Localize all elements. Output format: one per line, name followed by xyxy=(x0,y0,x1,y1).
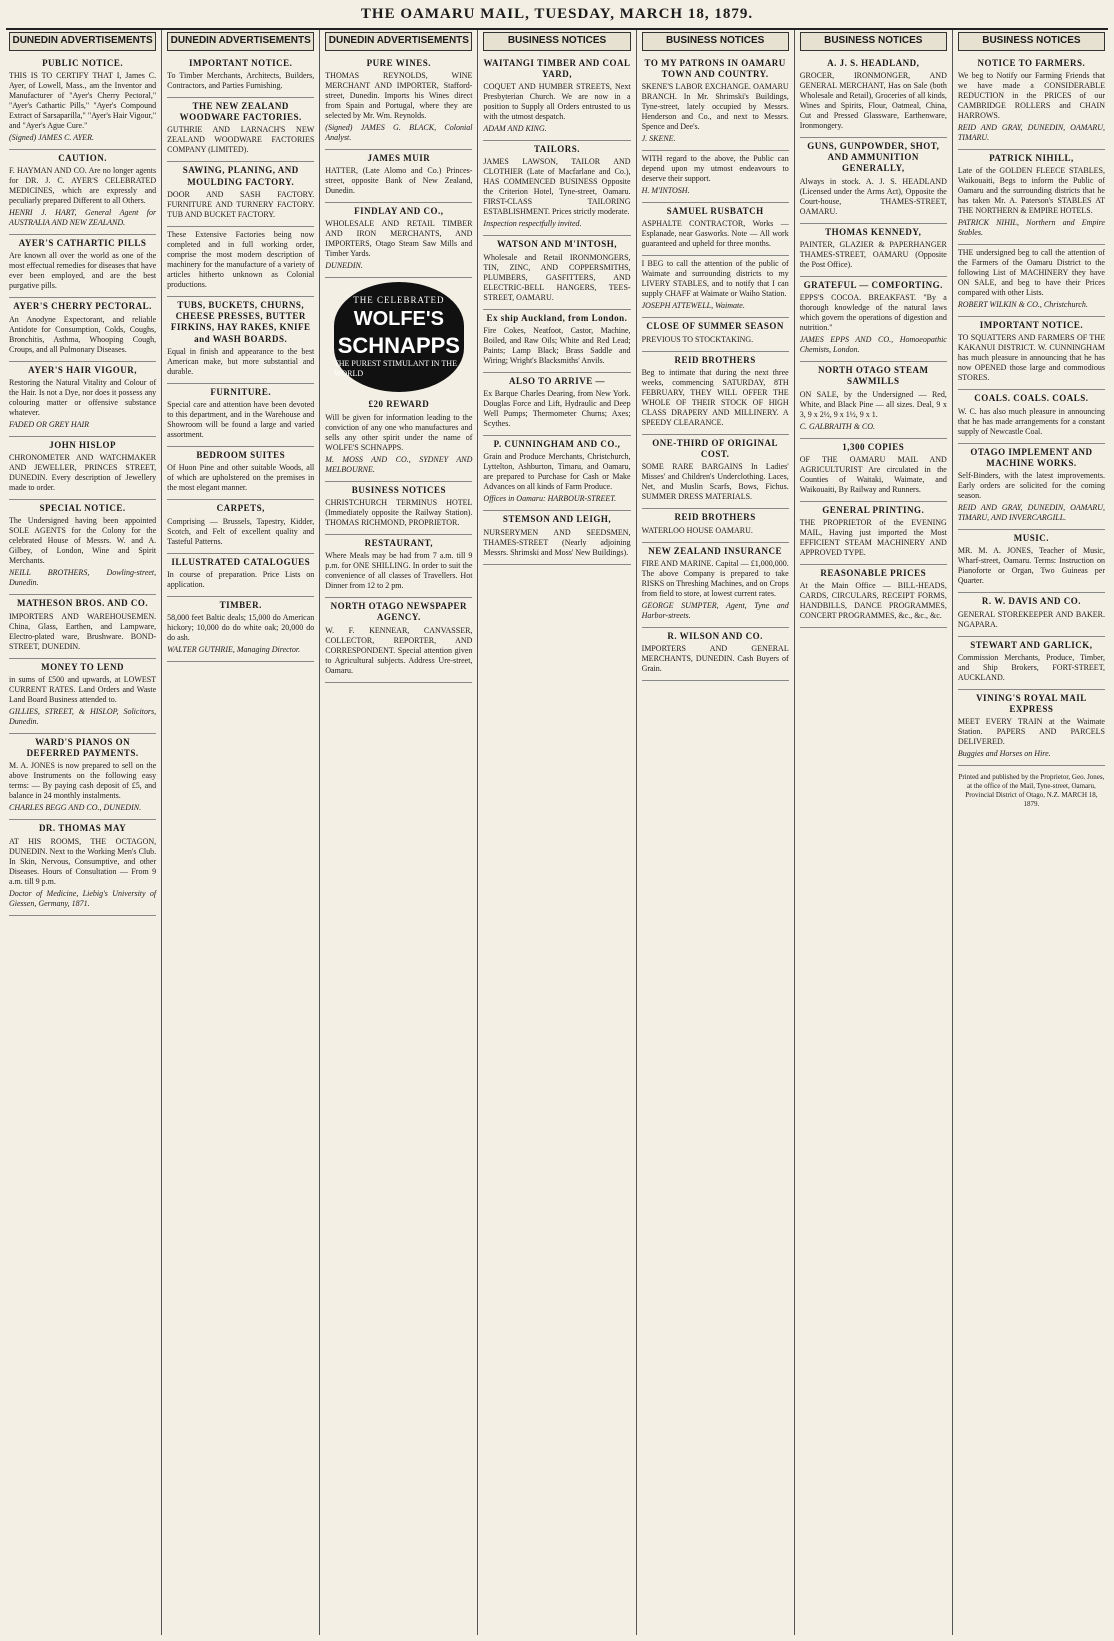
ad-title: REID BROTHERS xyxy=(674,512,756,523)
advertisement xyxy=(483,310,630,373)
advertisement xyxy=(958,245,1105,317)
ad-body: ASPHALTE CONTRACTOR, Works — Esplanade, near Gasworks. Note — All work guaranteed and upheld for three months. xyxy=(641,219,789,249)
ad-title: £20 REWARD xyxy=(368,399,430,410)
advertisement xyxy=(800,439,947,502)
advertisement xyxy=(800,138,947,224)
ad-title: Ex ship Auckland, from London. xyxy=(486,312,628,323)
ad-signature: J. SKENE. xyxy=(641,134,676,143)
ad-body: In course of preparation. Price Lists on application. xyxy=(167,569,315,589)
column-header: BUSINESS NOTICES xyxy=(642,32,789,51)
ad-signature: JOSEPH ATTEWELL, Waimate. xyxy=(641,301,745,311)
advertisement xyxy=(167,597,314,662)
ad-title: ALSO TO ARRIVE — xyxy=(509,375,605,386)
ad-body: Late of the GOLDEN FLEECE STABLES, Waikouaiti, Begs to inform the Public of Oamaru and the surrounding districts that he has taken Mr. A. Paterson's STABLES AT THE NORTHERN & EMPIRE HOTELS. xyxy=(957,166,1105,215)
ad-title: SAMUEL RUSBATCH xyxy=(666,206,764,216)
ad-body: Of Huon Pine and other suitable Woods, all of which are upholstered on the premises in the most elegant manner. xyxy=(167,463,315,493)
advertisement xyxy=(167,98,314,163)
ad-body: WHOLESALE AND RETAIL TIMBER AND IRON MERCHANTS, AND IMPORTERS, Otago Steam Saw Mills and Timber Yards. xyxy=(325,219,473,259)
ad-signature: WALTER GUTHRIE, Managing Director. xyxy=(167,645,301,654)
ad-title: TAILORS. xyxy=(533,144,581,154)
ad-body: Fire Cokes, Neatfoot, Castor, Machine, Boiled, and Raw Oils; White and Red Lead; Paints; Lamp Black; Brass Saddle and Wiring; Wright's Blacksmiths' Anvils. xyxy=(483,325,631,365)
ad-body: Always in stock. A. J. S. HEADLAND (Licensed under the Arms Act), Opposite the Court-house, THAMES-STREET, OAMARU. xyxy=(799,176,947,216)
ad-signature: GILLIES, STREET, & HISLOP, Solicitors, Dunedin. xyxy=(9,706,157,726)
ad-signature: DUNEDIN. xyxy=(325,261,363,271)
ad-body: SKENE'S LABOR EXCHANGE. OAMARU BRANCH. In Mr. Shrimski's Buildings, Tyne-street, lately occupied by Messrs. Henderson and Co., and next to Messrs. Spence and Dee's. xyxy=(641,82,789,131)
newspaper-page xyxy=(4,30,1110,1635)
ad-body: AT HIS ROOMS, THE OCTAGON, DUNEDIN. Next to the Working Men's Club. In Skin, Nervous, Consumptive, and other Diseases. Hours of Consultation — From 9 a.m. till 9 p.m. xyxy=(9,836,157,886)
ad-body: IMPORTERS AND GENERAL MERCHANTS, DUNEDIN. Cash Buyers of Grain. xyxy=(641,644,789,673)
ad-body: Comprising — Brussels, Tapestry, Kidder, Scotch, and Felt of excellent quality and Tasteful Patterns. xyxy=(167,516,315,546)
ad-body: Are known all over the world as one of the most effectual remedies for diseases that have ever been employed, and are the best purgative pills. xyxy=(9,251,157,291)
ad-body: WITH regard to the above, the Public can depend upon my utmost endeavours to deserve their support. xyxy=(641,154,789,183)
column-header: DUNEDIN ADVERTISEMENTS xyxy=(325,32,472,51)
ad-title: NORTH OTAGO STEAM SAWMILLS xyxy=(818,365,929,387)
wolfe-schnapps-logo xyxy=(334,282,464,392)
ad-body: CHRONOMETER AND WATCHMAKER AND JEWELLER, PRINCES STREET, DUNEDIN. Every description of Jewellery made to order. xyxy=(9,453,157,492)
advertisement xyxy=(9,820,156,915)
ad-body: MR. M. A. JONES, Teacher of Music, Wharf-street, Oamaru. Terms: Instruction on Pianoforte or Organ, Two Guineas per Quarter. xyxy=(957,546,1105,586)
ad-body: CHRISTCHURCH TERMINUS HOTEL (Immediately opposite the Railway Station). THOMAS RICHMOND, PROPRIETOR. xyxy=(325,497,473,527)
ad-body: Ex Barque Charles Dearing, from New York. Douglas Force and Lift, Hydraulic and Deep Well Pumps; Thermometer Churns; Axes; Scythes. xyxy=(483,389,631,428)
ad-title: COALS. COALS. COALS. xyxy=(974,393,1089,404)
ad-body: GROCER, IRONMONGER, AND GENERAL MERCHANT, Has on Sale (both Wholesale and Retail), Groceries of all kinds, Wines and Spirits, Flour, Oatmeal, China, Cut and Pressed Glassware, Earthenware, Ironmongery. xyxy=(799,70,947,130)
advertisement xyxy=(483,236,630,309)
ad-signature: C. GALBRAITH & CO. xyxy=(799,421,876,431)
ad-title: AYER'S CHERRY PECTORAL. xyxy=(13,301,152,312)
ad-title: CAUTION. xyxy=(58,152,107,163)
ad-signature: ROBERT WILKIN & CO., Christchurch. xyxy=(957,300,1088,309)
ad-title: GUNS, GUNPOWDER, SHOT, AND AMMUNITION GENERALLY, xyxy=(807,140,940,174)
advertisement xyxy=(642,435,789,510)
column-header: BUSINESS NOTICES xyxy=(800,32,947,51)
ad-title: MUSIC. xyxy=(1013,533,1050,543)
ad-title: NOTICE TO FARMERS. xyxy=(977,57,1086,68)
ad-body: To Timber Merchants, Architects, Builders, Contractors, and Parties Furnishing. xyxy=(167,70,315,90)
advertisement xyxy=(9,437,156,500)
logo-text: SCHNAPPS xyxy=(337,332,460,358)
logo-text: THE PUREST STIMULANT IN THE WORLD xyxy=(333,359,457,379)
ad-signature: Doctor of Medicine, Liebig's University of Giessen, Germany, 1871. xyxy=(9,888,157,908)
ad-title: AYER'S HAIR VIGOUR, xyxy=(28,364,137,375)
advertisement xyxy=(167,554,314,597)
masthead xyxy=(6,0,1108,30)
ad-signature: FADED OR GREY HAIR xyxy=(9,419,90,429)
ad-title: TUBS, BUCKETS, CHURNS, CHEESE PRESSES, BUTTER FIRKINS, HAY RAKES, KNIFE and WASH BOARDS. xyxy=(170,299,311,344)
ad-body: GENERAL STOREKEEPER AND BAKER. NGAPARA. xyxy=(957,609,1105,629)
ad-body: THE undersigned beg to call the attention of the Farmers of the Oamaru District to the following List of MACHINERY they have ON SALE, and beg to have their Prices compared with other Lists. xyxy=(957,248,1105,297)
ad-body: Commission Merchants, Produce, Timber, and Ship Brokers, FORT-STREET, AUCKLAND. xyxy=(957,652,1105,682)
ad-title: IMPORTANT NOTICE. xyxy=(979,320,1084,330)
advertisement xyxy=(642,628,789,681)
advertisement xyxy=(958,637,1105,690)
ad-title: PUBLIC NOTICE. xyxy=(42,57,124,68)
ad-title: JAMES MUIR xyxy=(367,152,431,163)
ad-body: Beg to intimate that during the next three weeks, commencing SATURDAY, 8TH FEBRUARY, THEY WILL OFFER THE WHOLE OF THEIR STOCK OF HIGH CLASS DRAPERY AND MILLINERY. A SPEEDY CLEARANCE. xyxy=(641,367,789,427)
ad-signature: Offices in Oamaru: HARBOUR-STREET. xyxy=(483,494,617,504)
ad-body: THOMAS REYNOLDS, WINE MERCHANT AND IMPORTER, Stafford-street, Dunedin. Imports his Wines direct from Spain and Portugal, where they are selected by Mr. Wm. Reynolds. xyxy=(325,70,473,120)
ad-body: ON SALE, by the Undersigned — Red, White, and Black Pine — all sizes. Deal, 9 x 3, 9 x 2½, 9 x 1½, 9 x 1. xyxy=(799,389,947,419)
ad-title: WATSON AND M'INTOSH, xyxy=(497,239,617,250)
advertisement xyxy=(800,565,947,628)
column-header: BUSINESS NOTICES xyxy=(483,32,630,51)
advertisement xyxy=(642,318,789,351)
ad-signature: H. M'INTOSH. xyxy=(641,186,690,195)
ad-body: GUTHRIE AND LARNACH'S NEW ZEALAND WOODWARE FACTORIES COMPANY (LIMITED). xyxy=(167,125,315,155)
imprint: Printed and published by the Proprietor, Geo. Jones, at the office of the Mail, Tyne-street, Oamaru, Provincial District of Otago, N.Z. MARCH 18, 1879. xyxy=(958,773,1105,808)
ad-body: Grain and Produce Merchants, Christchurch, Lyttelton, Ashburton, Timaru, and Oamaru, are prepared to Purchase for Cash or Make Advances on all kinds of Farm Produce. xyxy=(483,452,631,492)
advertisement xyxy=(325,150,472,203)
ad-signature: ADAM AND KING. xyxy=(483,124,547,133)
advertisement xyxy=(325,535,472,598)
column-3 xyxy=(320,30,478,1635)
ad-body: OF THE OAMARU MAIL AND AGRICULTURIST Are circulated in the Counties of Waitaki, Waimate, and Waikouaiti, By Railway and Runners. xyxy=(799,454,947,494)
advertisement xyxy=(167,384,314,447)
advertisement xyxy=(642,256,789,318)
advertisement xyxy=(958,150,1105,245)
ad-signature: (Signed) JAMES C. AYER. xyxy=(9,132,94,142)
ad-signature: PATRICK NIHIL, Northern and Empire Stables. xyxy=(957,218,1105,237)
column-4 xyxy=(478,30,636,1635)
ad-title: A. J. S. HEADLAND, xyxy=(827,57,920,68)
ad-body: SOME RARE BARGAINS In Ladies' Misses' and Children's Underclothing. Laces, Net, and Muslin Scarfs, Bows, Fichus. SUMMER DRESS MATERIALS. xyxy=(641,462,789,502)
ad-body: COQUET AND HUMBER STREETS, Next Presbyterian Church. We are now in a position to Supply all Orders entrusted to us with the utmost despatch. xyxy=(483,82,631,121)
advertisement xyxy=(958,390,1105,443)
advertisement xyxy=(167,297,314,384)
ad-title: CLOSE OF SUMMER SEASON xyxy=(646,321,784,332)
ad-title: JOHN HISLOP xyxy=(49,439,116,450)
ad-body: Restoring the Natural Vitality and Colour of the Hair. Is not a Dye, nor does it possess any colouring matter or offensive substance whatever. xyxy=(9,377,157,417)
advertisement xyxy=(9,150,156,235)
ad-signature: M. MOSS AND CO., SYDNEY AND MELBOURNE. xyxy=(325,454,473,474)
masthead-title: THE OAMARU MAIL, TUESDAY, MARCH 18, 1879. xyxy=(360,5,754,22)
ad-title: DR. THOMAS MAY xyxy=(38,823,127,834)
advertisement xyxy=(642,543,789,628)
ad-body: THE PROPRIETOR of the EVENING MAIL, Having just imported the Most EFFICIENT STEAM MACHINERY AND APPROVED TYPE. xyxy=(799,518,947,557)
ad-title: BEDROOM SUITES xyxy=(196,450,286,460)
ad-title: PURE WINES. xyxy=(366,57,432,68)
column-7 xyxy=(953,30,1110,1635)
ad-body: MEET EVERY TRAIN at the Waimate Station. PAPERS AND PARCELS DELIVERED. xyxy=(957,717,1105,747)
ad-title: SPECIAL NOTICE. xyxy=(39,503,126,513)
advertisement xyxy=(325,55,472,150)
ad-title: ILLUSTRATED CATALOGUES xyxy=(171,556,311,567)
ad-title: MONEY TO LEND xyxy=(41,661,124,672)
ad-signature: Buggies and Horses on Hire. xyxy=(957,749,1051,759)
ad-title: NEW ZEALAND INSURANCE xyxy=(648,545,783,556)
ad-title: VINING'S ROYAL MAIL EXPRESS xyxy=(976,692,1087,714)
advertisement xyxy=(642,55,789,152)
ad-title: WAITANGI TIMBER AND COAL YARD, xyxy=(483,57,631,79)
advertisement xyxy=(800,55,947,138)
advertisement xyxy=(325,203,472,278)
ad-body: At the Main Office — BILL-HEADS, CARDS, CIRCULARS, RECEIPT FORMS, HANDBILLS, DANCE PROGRAMMES, CONCERT PROGRAMMES, &c., &c., &c. xyxy=(799,581,947,621)
logo-text: WOLFE'S xyxy=(353,307,444,330)
advertisement xyxy=(642,352,789,435)
advertisement xyxy=(9,734,156,821)
ad-title: STEMSON AND LEIGH, xyxy=(502,514,612,525)
advertisement xyxy=(9,500,156,595)
ad-body: Special care and attention have been devoted to this department, and in the Warehouse and Showroom will be found a large and varied assortment. xyxy=(167,400,315,439)
ad-body: TO SQUATTERS AND FARMERS OF THE KAKANUI DISTRICT. W. CUNNINGHAM has much pleasure in announcing that he has now OPENED those large and commodious STORES. xyxy=(957,333,1105,383)
column-5 xyxy=(637,30,795,1635)
advertisement xyxy=(483,373,630,436)
advertisement xyxy=(167,55,314,98)
ad-body: I BEG to call the attention of the public of Waimate and surrounding districts to my LIVERY STABLES, and to notify that I can supply CHAFF at Waimate or Waiho Station. xyxy=(641,259,789,299)
ad-title: GRATEFUL — COMFORTING. xyxy=(803,279,943,290)
advertisement xyxy=(9,659,156,734)
advertisement xyxy=(958,317,1105,390)
advertisement xyxy=(958,690,1105,767)
advertisement xyxy=(325,598,472,683)
ad-body: PAINTER, GLAZIER & PAPERHANGER THAMES-STREET, OAMARU (Opposite the Post Office). xyxy=(799,239,947,269)
ad-title: TO MY PATRONS IN OAMARU TOWN AND COUNTRY. xyxy=(644,57,786,79)
ad-signature: (Signed) JAMES G. BLACK, Colonial Analyst. xyxy=(325,122,473,142)
advertisement xyxy=(325,482,472,535)
ad-body: WATERLOO HOUSE OAMARU. xyxy=(641,525,753,535)
logo-text: THE CELEBRATED xyxy=(353,295,445,306)
ad-title: NORTH OTAGO NEWSPAPER AGENCY. xyxy=(330,601,468,623)
ad-title: RESTAURANT, xyxy=(364,537,434,548)
advertisement xyxy=(483,141,630,236)
advertisement xyxy=(483,55,630,142)
column-1 xyxy=(4,30,162,1635)
advertisement xyxy=(9,362,156,437)
ad-signature: NEILL BROTHERS, Dowling-street, Dunedin. xyxy=(9,568,157,588)
ad-body: An Anodyne Expectorant, and reliable Antidote for Consumption, Colds, Coughs, Bronchitis, Asthma, Whooping Cough, Croups, and all Pulmonary Diseases. xyxy=(9,314,157,354)
ad-title: PATRICK NIHILL, xyxy=(989,152,1074,163)
ad-body: W. C. has also much pleasure in announcing that he has made arrangements for a constant supply of Newcastle Coal. xyxy=(957,406,1105,436)
ad-title: WARD'S PIANOS ON DEFERRED PAYMENTS. xyxy=(26,736,139,758)
ad-title: P. CUNNINGHAM AND CO., xyxy=(493,439,621,449)
column-header: DUNEDIN ADVERTISEMENTS xyxy=(167,32,314,51)
advertisement xyxy=(958,444,1105,531)
ad-title: FINDLAY AND CO., xyxy=(354,206,444,216)
ad-title: SAWING, PLANING, AND MOULDING FACTORY. xyxy=(182,165,299,187)
ad-signature: REID AND GRAY, DUNEDIN, OAMARU, TIMARU. xyxy=(957,122,1105,142)
ad-body: Self-Binders, with the latest improvements. Early orders are solicited for the coming season. xyxy=(957,471,1105,500)
advertisement xyxy=(483,436,630,511)
ad-title: REASONABLE PRICES xyxy=(820,568,927,578)
ad-title: STEWART AND GARLICK, xyxy=(970,639,1093,650)
ad-title: 1,300 COPIES xyxy=(842,441,905,452)
ad-body: JAMES LAWSON, TAILOR AND CLOTHIER (Late of Macfarlane and Co.), HAS COMMENCED BUSINESS Opposite the Criterion Hotel, Tyne-street, Oamaru. FIRST-CLASS TAILORING ESTABLISHMENT. Prices strictly moderate. xyxy=(483,157,631,217)
advertisement xyxy=(800,502,947,565)
advertisement xyxy=(642,203,789,256)
advertisement xyxy=(958,593,1105,636)
advertisement xyxy=(483,511,630,564)
ad-body: W. F. KENNEAR, CANVASSER, COLLECTOR, REPORTER, AND CORRESPONDENT. Special attention given to Agricultural subjects. Address Ure-street, Oamaru. xyxy=(325,625,473,675)
ad-title: MATHESON BROS. AND CO. xyxy=(17,598,149,609)
ad-body: EPPS'S COCOA. BREAKFAST. "By a thorough knowledge of the natural laws which govern the operations of digestion and nutrition." xyxy=(799,293,947,332)
ad-body: 58,000 feet Baltic deals; 15,000 do American hickory; 10,000 do do white oak; 20,000 do do ash. xyxy=(167,613,315,642)
ad-body: These Extensive Factories being now completed and in full working order, comprise the most modern description of machinery for the manufacture of a variety of articles hitherto unknown as Colonial productions. xyxy=(167,229,315,289)
advertisement xyxy=(800,362,947,439)
advertisement xyxy=(642,151,789,203)
advertisement xyxy=(167,162,314,227)
ad-body: in sums of £500 and upwards, at LOWEST CURRENT RATES. Land Orders and Waste Land Board Business attended to. xyxy=(9,674,157,704)
advertisement xyxy=(800,224,947,277)
ad-body: PREVIOUS TO STOCKTAKING. xyxy=(641,334,754,344)
ad-title: FURNITURE. xyxy=(210,386,272,397)
column-header: DUNEDIN ADVERTISEMENTS xyxy=(9,32,156,51)
ad-body: Will be given for information leading to the conviction of any one who manufactures and sells any other spirit under the name of WOLFE'S SCHNAPPS. xyxy=(325,412,473,452)
ad-title: GENERAL PRINTING. xyxy=(822,504,925,515)
ad-body: FIRE AND MARINE. Capital — £1,000,000. The above Company is prepared to take RISKS on Threshing Machines, and on Crops from field to store, at lowest current rates. xyxy=(641,558,789,598)
ad-title: CARPETS, xyxy=(216,503,265,514)
column-6 xyxy=(795,30,953,1635)
ad-body: M. A. JONES is now prepared to sell on the above Instruments on the following easy terms: — By paying cash deposit of £5, and balance in 24 monthly instalments. xyxy=(9,761,157,801)
advertisement xyxy=(9,235,156,298)
ad-body: NURSERYMEN AND SEEDSMEN, THAMES-STREET (Nearly adjoining Messrs. Shrimski and Moss' New Buildings). xyxy=(483,527,631,557)
advertisement xyxy=(325,396,472,481)
ad-title: TIMBER. xyxy=(219,599,262,610)
ad-title: THOMAS KENNEDY, xyxy=(825,226,922,237)
ad-signature: CHARLES BEGG AND CO., DUNEDIN. xyxy=(9,803,142,813)
ad-body: Where Meals may be had from 7 a.m. till 9 p.m. for ONE SHILLING. In order to suit the convenience of all classes of Travellers. Hot Dinner from 12 to 2 pm. xyxy=(325,551,473,590)
ad-title: IMPORTANT NOTICE. xyxy=(189,57,293,68)
advertisement xyxy=(9,55,156,150)
ad-body: F. HAYMAN AND CO. Are no longer agents for DR. J. C. AYER'S CELEBRATED MEDICINES, which are expressly and peculiarly prepared Different to all Others. xyxy=(9,166,157,205)
ad-signature: Inspection respectfully invited. xyxy=(483,219,582,229)
column-2 xyxy=(162,30,320,1635)
advertisement xyxy=(9,298,156,361)
ad-body: DOOR AND SASH FACTORY. FURNITURE AND TURNERY FACTORY. TUB AND BUCKET FACTORY. xyxy=(167,189,315,219)
advertisement xyxy=(958,530,1105,593)
ad-body: THIS IS TO CERTIFY THAT I, James C. Ayer, of Lowell, Mass., am the Inventor and Manufacturer of "Ayer's Cherry Pectoral," "Ayer's Cathartic Pills," "Ayer's Compound Extract of Sarsaparilla," "Ayer's Hair Vigour," and "Ayer's Ague Cure." xyxy=(9,70,157,130)
advertisement xyxy=(642,509,789,542)
advertisement xyxy=(167,447,314,500)
ad-title: R. W. DAVIS AND CO. xyxy=(981,596,1081,607)
ad-body: We beg to Notify our Farming Friends that we have made a CONSIDERABLE REDUCTION in the PRICES of our CAMBRIDGE ROLLERS and CHAIN HARROWS. xyxy=(957,70,1105,120)
ad-title: BUSINESS NOTICES xyxy=(351,484,446,495)
advertisement xyxy=(800,277,947,362)
advertisement xyxy=(167,500,314,553)
ad-body: The Undersigned having been appointed SOLE AGENTS for the Colony for the celebrated House of Messrs. W. and A. Gilbey, of London, Wine and Spirit Merchants. xyxy=(9,516,157,566)
ad-title: OTAGO IMPLEMENT AND MACHINE WORKS. xyxy=(970,446,1093,468)
ad-title: THE NEW ZEALAND WOODWARE FACTORIES. xyxy=(179,100,302,122)
ad-body: Equal in finish and appearance to the best American make, but more substantial and durable. xyxy=(167,346,315,376)
ad-signature: HENRI J. HART, General Agent for AUSTRALIA AND NEW ZEALAND. xyxy=(9,208,157,227)
advertisement xyxy=(9,595,156,658)
ad-title: R. WILSON AND CO. xyxy=(667,630,763,641)
advertisement xyxy=(167,227,314,297)
ad-body: Wholesale and Retail IRONMONGERS, TIN, ZINC, AND COPPERSMITHS, PLUMBERS, GASFITTERS, AND ELECTRIC-BELL HANGERS, TEES-STREET, OAMARU. xyxy=(483,252,631,302)
ad-body: IMPORTERS AND WAREHOUSEMEN. China, Glass, Earthen, and Lampware, Electro-plated ware, Brushware. BOND-STREET, DUNEDIN. xyxy=(9,611,157,651)
ad-title: ONE-THIRD OF ORIGINAL COST. xyxy=(652,437,778,459)
advertisement xyxy=(958,55,1105,150)
ad-signature: GEORGE SUMPTER, Agent, Tyne and Harbor-streets. xyxy=(641,600,789,620)
ad-title: AYER'S CATHARTIC PILLS xyxy=(18,238,147,248)
ad-signature: REID AND GRAY, DUNEDIN, OAMARU, TIMARU, AND INVERCARGILL. xyxy=(957,503,1105,522)
column-header: BUSINESS NOTICES xyxy=(958,32,1105,51)
ad-title: REID BROTHERS xyxy=(674,354,756,365)
ad-body: HATTER, (Late Alomo and Co.) Princes-street, opposite Bank of New Zealand, Dunedin. xyxy=(325,166,473,195)
ad-signature: JAMES EPPS AND CO., Homoeopathic Chemists, London. xyxy=(799,335,947,354)
